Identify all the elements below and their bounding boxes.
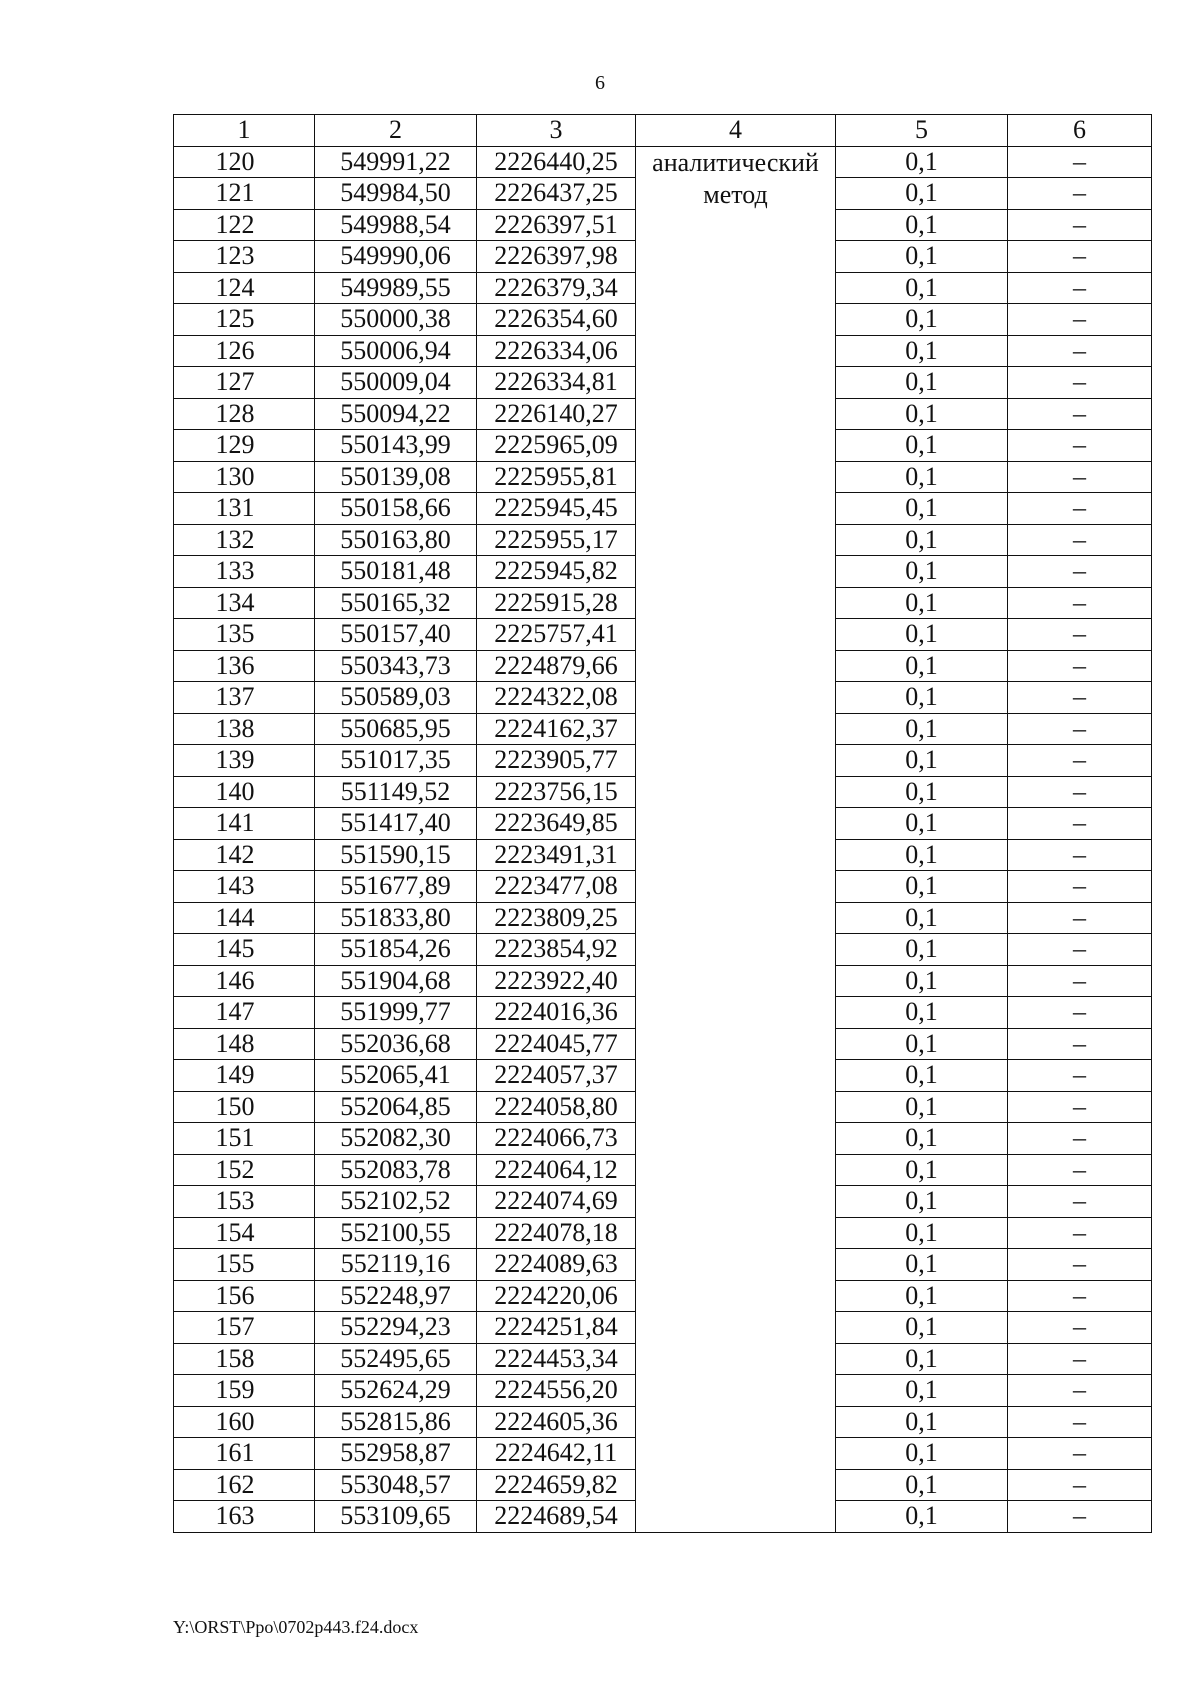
- y-coordinate-cell: 2225915,28: [477, 587, 636, 619]
- y-coordinate-cell: 2223854,92: [477, 934, 636, 966]
- point-number-cell: 145: [174, 934, 315, 966]
- y-coordinate-cell: 2223905,77: [477, 745, 636, 777]
- note-cell: –: [1008, 1028, 1152, 1060]
- accuracy-cell: 0,1: [836, 682, 1008, 714]
- x-coordinate-cell: 550163,80: [315, 524, 477, 556]
- accuracy-cell: 0,1: [836, 997, 1008, 1029]
- x-coordinate-cell: 550343,73: [315, 650, 477, 682]
- accuracy-cell: 0,1: [836, 524, 1008, 556]
- accuracy-cell: 0,1: [836, 1501, 1008, 1533]
- y-coordinate-cell: 2225955,81: [477, 461, 636, 493]
- note-cell: –: [1008, 619, 1152, 651]
- note-cell: –: [1008, 146, 1152, 178]
- y-coordinate-cell: 2224689,54: [477, 1501, 636, 1533]
- x-coordinate-cell: 551677,89: [315, 871, 477, 903]
- point-number-cell: 137: [174, 682, 315, 714]
- point-number-cell: 130: [174, 461, 315, 493]
- x-coordinate-cell: 552495,65: [315, 1343, 477, 1375]
- point-number-cell: 155: [174, 1249, 315, 1281]
- note-cell: –: [1008, 871, 1152, 903]
- point-number-cell: 126: [174, 335, 315, 367]
- x-coordinate-cell: 552119,16: [315, 1249, 477, 1281]
- x-coordinate-cell: 549984,50: [315, 178, 477, 210]
- y-coordinate-cell: 2226140,27: [477, 398, 636, 430]
- accuracy-cell: 0,1: [836, 1343, 1008, 1375]
- point-number-cell: 153: [174, 1186, 315, 1218]
- x-coordinate-cell: 552624,29: [315, 1375, 477, 1407]
- accuracy-cell: 0,1: [836, 241, 1008, 273]
- accuracy-cell: 0,1: [836, 839, 1008, 871]
- accuracy-cell: 0,1: [836, 1123, 1008, 1155]
- x-coordinate-cell: 550006,94: [315, 335, 477, 367]
- x-coordinate-cell: 552082,30: [315, 1123, 477, 1155]
- note-cell: –: [1008, 398, 1152, 430]
- accuracy-cell: 0,1: [836, 1375, 1008, 1407]
- x-coordinate-cell: 551854,26: [315, 934, 477, 966]
- x-coordinate-cell: 551999,77: [315, 997, 477, 1029]
- y-coordinate-cell: 2223809,25: [477, 902, 636, 934]
- accuracy-cell: 0,1: [836, 178, 1008, 210]
- note-cell: –: [1008, 1343, 1152, 1375]
- point-number-cell: 158: [174, 1343, 315, 1375]
- header-cell-1: 1: [174, 115, 315, 147]
- note-cell: –: [1008, 776, 1152, 808]
- accuracy-cell: 0,1: [836, 367, 1008, 399]
- note-cell: –: [1008, 1186, 1152, 1218]
- point-number-cell: 152: [174, 1154, 315, 1186]
- note-cell: –: [1008, 682, 1152, 714]
- accuracy-cell: 0,1: [836, 1438, 1008, 1470]
- point-number-cell: 122: [174, 209, 315, 241]
- x-coordinate-cell: 551833,80: [315, 902, 477, 934]
- note-cell: –: [1008, 713, 1152, 745]
- point-number-cell: 162: [174, 1469, 315, 1501]
- x-coordinate-cell: 552036,68: [315, 1028, 477, 1060]
- x-coordinate-cell: 553048,57: [315, 1469, 477, 1501]
- accuracy-cell: 0,1: [836, 1186, 1008, 1218]
- y-coordinate-cell: 2226354,60: [477, 304, 636, 336]
- note-cell: –: [1008, 335, 1152, 367]
- x-coordinate-cell: 552815,86: [315, 1406, 477, 1438]
- y-coordinate-cell: 2224220,06: [477, 1280, 636, 1312]
- accuracy-cell: 0,1: [836, 1217, 1008, 1249]
- note-cell: –: [1008, 1154, 1152, 1186]
- point-number-cell: 133: [174, 556, 315, 588]
- note-cell: –: [1008, 1280, 1152, 1312]
- note-cell: –: [1008, 1438, 1152, 1470]
- accuracy-cell: 0,1: [836, 902, 1008, 934]
- accuracy-cell: 0,1: [836, 713, 1008, 745]
- point-number-cell: 140: [174, 776, 315, 808]
- y-coordinate-cell: 2224251,84: [477, 1312, 636, 1344]
- accuracy-cell: 0,1: [836, 1091, 1008, 1123]
- note-cell: –: [1008, 367, 1152, 399]
- x-coordinate-cell: 550158,66: [315, 493, 477, 525]
- x-coordinate-cell: 551149,52: [315, 776, 477, 808]
- note-cell: –: [1008, 650, 1152, 682]
- point-number-cell: 128: [174, 398, 315, 430]
- x-coordinate-cell: 550000,38: [315, 304, 477, 336]
- y-coordinate-cell: 2225945,45: [477, 493, 636, 525]
- y-coordinate-cell: 2226397,51: [477, 209, 636, 241]
- y-coordinate-cell: 2224605,36: [477, 1406, 636, 1438]
- x-coordinate-cell: 550143,99: [315, 430, 477, 462]
- accuracy-cell: 0,1: [836, 871, 1008, 903]
- y-coordinate-cell: 2225955,17: [477, 524, 636, 556]
- header-cell-3: 3: [477, 115, 636, 147]
- y-coordinate-cell: 2224556,20: [477, 1375, 636, 1407]
- accuracy-cell: 0,1: [836, 776, 1008, 808]
- table-body: [174, 146, 1152, 1532]
- note-cell: –: [1008, 461, 1152, 493]
- y-coordinate-cell: 2224642,11: [477, 1438, 636, 1470]
- y-coordinate-cell: 2226334,06: [477, 335, 636, 367]
- point-number-cell: 163: [174, 1501, 315, 1533]
- accuracy-cell: 0,1: [836, 1028, 1008, 1060]
- header-row: [174, 115, 1152, 147]
- y-coordinate-cell: 2226397,98: [477, 241, 636, 273]
- note-cell: –: [1008, 304, 1152, 336]
- note-cell: –: [1008, 587, 1152, 619]
- point-number-cell: 148: [174, 1028, 315, 1060]
- note-cell: –: [1008, 745, 1152, 777]
- note-cell: –: [1008, 178, 1152, 210]
- note-cell: –: [1008, 272, 1152, 304]
- y-coordinate-cell: 2224078,18: [477, 1217, 636, 1249]
- footer-file-path: Y:\ORST\Ppo\0702p443.f24.docx: [173, 1617, 419, 1637]
- note-cell: –: [1008, 1060, 1152, 1092]
- y-coordinate-cell: 2224453,34: [477, 1343, 636, 1375]
- note-cell: –: [1008, 839, 1152, 871]
- point-number-cell: 159: [174, 1375, 315, 1407]
- accuracy-cell: 0,1: [836, 619, 1008, 651]
- x-coordinate-cell: 550094,22: [315, 398, 477, 430]
- point-number-cell: 125: [174, 304, 315, 336]
- point-number-cell: 154: [174, 1217, 315, 1249]
- x-coordinate-cell: 552248,97: [315, 1280, 477, 1312]
- y-coordinate-cell: 2223922,40: [477, 965, 636, 997]
- note-cell: –: [1008, 965, 1152, 997]
- accuracy-cell: 0,1: [836, 1406, 1008, 1438]
- x-coordinate-cell: 550139,08: [315, 461, 477, 493]
- note-cell: –: [1008, 1123, 1152, 1155]
- y-coordinate-cell: 2224058,80: [477, 1091, 636, 1123]
- accuracy-cell: 0,1: [836, 556, 1008, 588]
- accuracy-cell: 0,1: [836, 1060, 1008, 1092]
- point-number-cell: 146: [174, 965, 315, 997]
- note-cell: –: [1008, 430, 1152, 462]
- x-coordinate-cell: 550685,95: [315, 713, 477, 745]
- x-coordinate-cell: 551017,35: [315, 745, 477, 777]
- note-cell: –: [1008, 556, 1152, 588]
- point-number-cell: 147: [174, 997, 315, 1029]
- note-cell: –: [1008, 1091, 1152, 1123]
- coordinates-table: [173, 114, 1152, 1533]
- y-coordinate-cell: 2225965,09: [477, 430, 636, 462]
- y-coordinate-cell: 2225757,41: [477, 619, 636, 651]
- y-coordinate-cell: 2223756,15: [477, 776, 636, 808]
- x-coordinate-cell: 550589,03: [315, 682, 477, 714]
- point-number-cell: 138: [174, 713, 315, 745]
- x-coordinate-cell: 550165,32: [315, 587, 477, 619]
- x-coordinate-cell: 550181,48: [315, 556, 477, 588]
- x-coordinate-cell: 549990,06: [315, 241, 477, 273]
- y-coordinate-cell: 2224064,12: [477, 1154, 636, 1186]
- accuracy-cell: 0,1: [836, 934, 1008, 966]
- y-coordinate-cell: 2224162,37: [477, 713, 636, 745]
- x-coordinate-cell: 551904,68: [315, 965, 477, 997]
- x-coordinate-cell: 549988,54: [315, 209, 477, 241]
- y-coordinate-cell: 2224045,77: [477, 1028, 636, 1060]
- header-cell-6: 6: [1008, 115, 1152, 147]
- accuracy-cell: 0,1: [836, 304, 1008, 336]
- x-coordinate-cell: 549991,22: [315, 146, 477, 178]
- note-cell: –: [1008, 1501, 1152, 1533]
- accuracy-cell: 0,1: [836, 146, 1008, 178]
- point-number-cell: 121: [174, 178, 315, 210]
- y-coordinate-cell: 2224074,69: [477, 1186, 636, 1218]
- y-coordinate-cell: 2226440,25: [477, 146, 636, 178]
- point-number-cell: 123: [174, 241, 315, 273]
- point-number-cell: 139: [174, 745, 315, 777]
- accuracy-cell: 0,1: [836, 650, 1008, 682]
- accuracy-cell: 0,1: [836, 745, 1008, 777]
- point-number-cell: 151: [174, 1123, 315, 1155]
- y-coordinate-cell: 2224057,37: [477, 1060, 636, 1092]
- page-number: 6: [595, 72, 605, 94]
- point-number-cell: 144: [174, 902, 315, 934]
- y-coordinate-cell: 2225945,82: [477, 556, 636, 588]
- accuracy-cell: 0,1: [836, 272, 1008, 304]
- accuracy-cell: 0,1: [836, 1249, 1008, 1281]
- point-number-cell: 127: [174, 367, 315, 399]
- note-cell: –: [1008, 493, 1152, 525]
- y-coordinate-cell: 2224016,36: [477, 997, 636, 1029]
- x-coordinate-cell: 550157,40: [315, 619, 477, 651]
- header-cell-4: 4: [636, 115, 836, 147]
- accuracy-cell: 0,1: [836, 965, 1008, 997]
- point-number-cell: 136: [174, 650, 315, 682]
- method-text-line: метод: [703, 179, 768, 209]
- note-cell: –: [1008, 997, 1152, 1029]
- y-coordinate-cell: 2224659,82: [477, 1469, 636, 1501]
- header-cell-2: 2: [315, 115, 477, 147]
- point-number-cell: 156: [174, 1280, 315, 1312]
- point-number-cell: 160: [174, 1406, 315, 1438]
- note-cell: –: [1008, 1469, 1152, 1501]
- x-coordinate-cell: 553109,65: [315, 1501, 477, 1533]
- x-coordinate-cell: 552065,41: [315, 1060, 477, 1092]
- note-cell: –: [1008, 902, 1152, 934]
- y-coordinate-cell: 2226379,34: [477, 272, 636, 304]
- y-coordinate-cell: 2226334,81: [477, 367, 636, 399]
- note-cell: –: [1008, 808, 1152, 840]
- note-cell: –: [1008, 1249, 1152, 1281]
- note-cell: –: [1008, 209, 1152, 241]
- accuracy-cell: 0,1: [836, 1280, 1008, 1312]
- accuracy-cell: 0,1: [836, 1312, 1008, 1344]
- y-coordinate-cell: 2226437,25: [477, 178, 636, 210]
- x-coordinate-cell: 552083,78: [315, 1154, 477, 1186]
- point-number-cell: 135: [174, 619, 315, 651]
- point-number-cell: 124: [174, 272, 315, 304]
- point-number-cell: 131: [174, 493, 315, 525]
- x-coordinate-cell: 552102,52: [315, 1186, 477, 1218]
- point-number-cell: 134: [174, 587, 315, 619]
- accuracy-cell: 0,1: [836, 209, 1008, 241]
- note-cell: –: [1008, 1217, 1152, 1249]
- note-cell: –: [1008, 934, 1152, 966]
- x-coordinate-cell: 551417,40: [315, 808, 477, 840]
- header-cell-5: 5: [836, 115, 1008, 147]
- y-coordinate-cell: 2223491,31: [477, 839, 636, 871]
- x-coordinate-cell: 549989,55: [315, 272, 477, 304]
- accuracy-cell: 0,1: [836, 461, 1008, 493]
- y-coordinate-cell: 2224322,08: [477, 682, 636, 714]
- y-coordinate-cell: 2224879,66: [477, 650, 636, 682]
- x-coordinate-cell: 552100,55: [315, 1217, 477, 1249]
- note-cell: –: [1008, 241, 1152, 273]
- x-coordinate-cell: 552958,87: [315, 1438, 477, 1470]
- y-coordinate-cell: 2223649,85: [477, 808, 636, 840]
- table-row: [174, 146, 1152, 178]
- note-cell: –: [1008, 1375, 1152, 1407]
- x-coordinate-cell: 551590,15: [315, 839, 477, 871]
- note-cell: –: [1008, 524, 1152, 556]
- method-cell: [636, 146, 836, 1532]
- accuracy-cell: 0,1: [836, 808, 1008, 840]
- accuracy-cell: 0,1: [836, 1469, 1008, 1501]
- point-number-cell: 142: [174, 839, 315, 871]
- note-cell: –: [1008, 1312, 1152, 1344]
- accuracy-cell: 0,1: [836, 430, 1008, 462]
- point-number-cell: 157: [174, 1312, 315, 1344]
- x-coordinate-cell: 552064,85: [315, 1091, 477, 1123]
- point-number-cell: 149: [174, 1060, 315, 1092]
- accuracy-cell: 0,1: [836, 1154, 1008, 1186]
- y-coordinate-cell: 2224066,73: [477, 1123, 636, 1155]
- point-number-cell: 129: [174, 430, 315, 462]
- point-number-cell: 141: [174, 808, 315, 840]
- note-cell: –: [1008, 1406, 1152, 1438]
- point-number-cell: 143: [174, 871, 315, 903]
- method-text-line: аналитический: [652, 147, 819, 177]
- accuracy-cell: 0,1: [836, 335, 1008, 367]
- point-number-cell: 120: [174, 146, 315, 178]
- point-number-cell: 150: [174, 1091, 315, 1123]
- y-coordinate-cell: 2223477,08: [477, 871, 636, 903]
- accuracy-cell: 0,1: [836, 587, 1008, 619]
- accuracy-cell: 0,1: [836, 493, 1008, 525]
- point-number-cell: 132: [174, 524, 315, 556]
- x-coordinate-cell: 552294,23: [315, 1312, 477, 1344]
- point-number-cell: 161: [174, 1438, 315, 1470]
- x-coordinate-cell: 550009,04: [315, 367, 477, 399]
- y-coordinate-cell: 2224089,63: [477, 1249, 636, 1281]
- accuracy-cell: 0,1: [836, 398, 1008, 430]
